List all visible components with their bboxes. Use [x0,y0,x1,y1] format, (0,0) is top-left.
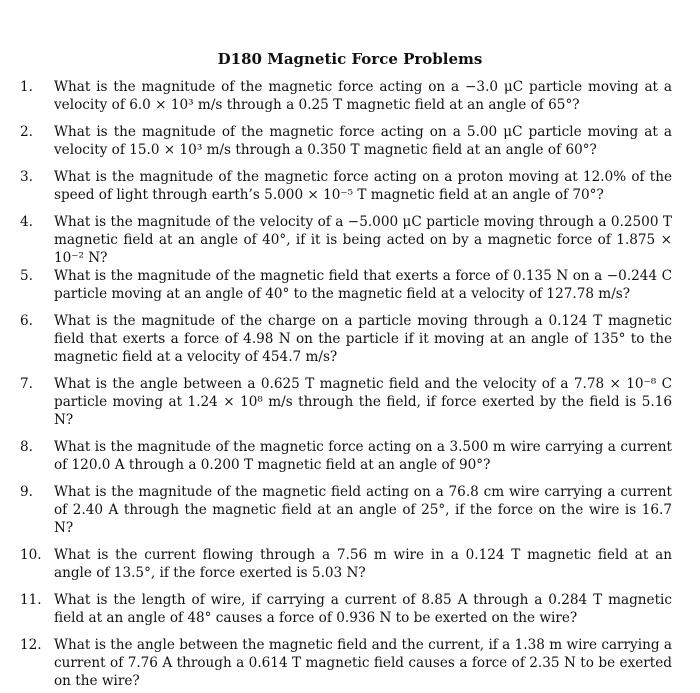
problem-number: 1. [20,79,33,95]
problem-text: What is the magnitude of the magnetic force acting on a 3.500 m wire carrying a current of 120.0 A through a 0.200 T magnetic field at an angle of 90°? [54,439,672,473]
problem-number: 7. [20,376,33,392]
problem-number: 5. [20,268,33,284]
problem-text: What is the magnitude of the magnetic force acting on a −3.0 μC particle moving at a velocity of 6.0 × 10³ m/s through a 0.25 T magnetic field at an angle of 65°? [54,79,672,113]
problem-list [20,78,672,690]
problem-item [20,483,672,537]
problem-item [20,375,672,429]
page-title: D180 Magnetic Force Problems [217,50,483,68]
problem-text: What is the magnitude of the magnetic field that exerts a force of 0.135 N on a −0.244 C particle moving at an angle of 40° to the magnetic field at a velocity of 127.78 m/s? [54,268,672,302]
problem-number: 2. [20,124,33,140]
problem-item [20,78,672,114]
problem-text: What is the length of wire, if carrying a current of 8.85 A through a 0.284 T magnetic field at an angle of 48° causes a force of 0.936 N to be exerted on the wire? [54,592,672,626]
problem-text: What is the magnitude of the magnetic force acting on a proton moving at 12.0% of the speed of light through earth’s 5.000 × 10⁻⁵ T magnetic field at an angle of 70°? [54,169,672,203]
problem-item [20,312,672,366]
problem-number: 12. [20,637,42,653]
problem-item [20,438,672,474]
problem-text: What is the magnitude of the magnetic force acting on a 5.00 μC particle moving at a velocity of 15.0 × 10³ m/s through a 0.350 T magnetic field at an angle of 60°? [54,124,672,158]
problem-item [20,267,672,303]
problem-text: What is the magnitude of the velocity of a −5.000 μC particle moving through a 0.2500 T magnetic field at an angle of 40°, if it is being acted on by a magnetic force of 1.875 × 10⁻² N? [54,214,672,266]
problem-text: What is the magnitude of the charge on a particle moving through a 0.124 T magnetic field that exerts a force of 4.98 N on the particle if it moving at an angle of 135° to the magnetic field at a velocity of 454.7 m/s? [54,313,672,365]
problem-text: What is the magnitude of the magnetic field acting on a 76.8 cm wire carrying a current of 2.40 A through the magnetic field at an angle of 25°, if the force on the wire is 16.7 N? [54,484,672,536]
problem-item [20,591,672,627]
problem-text: What is the angle between the magnetic field and the current, if a 1.38 m wire carrying a current of 7.76 A through a 0.614 T magnetic field causes a force of 2.35 N to be exerted on the wire? [54,637,672,689]
problem-item [20,168,672,204]
problem-number: 4. [20,214,33,230]
problem-number: 6. [20,313,33,329]
problem-text: What is the current flowing through a 7.56 m wire in a 0.124 T magnetic field at an angle of 13.5°, if the force exerted is 5.03 N? [54,547,672,581]
problem-number: 9. [20,484,33,500]
problem-text: What is the angle between a 0.625 T magnetic field and the velocity of a 7.78 × 10⁻⁸ C particle moving at 1.24 × 10⁸ m/s through the field, if force exerted by the field is 5.16 N? [54,376,672,428]
problem-item [20,213,672,267]
problem-item [20,546,672,582]
problem-number: 3. [20,169,33,185]
problem-item [20,636,672,690]
problem-number: 10. [20,547,42,563]
problem-number: 11. [20,592,42,608]
problem-item [20,123,672,159]
problem-number: 8. [20,439,33,455]
